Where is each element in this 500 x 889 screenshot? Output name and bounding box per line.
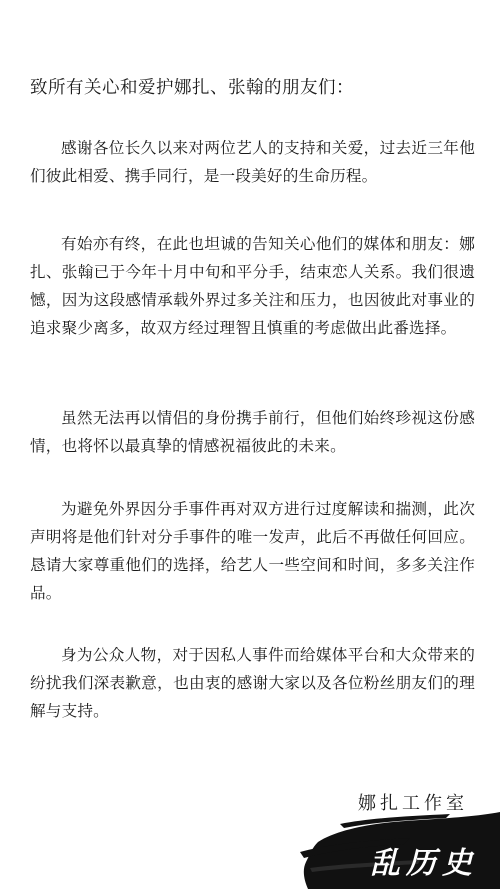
paragraph-5: 身为公众人物，对于因私人事件而给媒体平台和大众带来的纷扰我们深表歉意，也由衷的感谢大家以及各位粉丝朋友们的理解与支持。 bbox=[30, 646, 475, 720]
watermark-text: 乱历史 bbox=[370, 846, 478, 881]
paragraph-3: 虽然无法再以情侣的身份携手前行，但他们始终珍视这份感情，也将怀以最真挚的情感祝福彼此的未来。 bbox=[30, 409, 475, 455]
paragraph-1: 感谢各位长久以来对两位艺人的支持和关爱，过去近三年他们彼此相爱、携手同行，是一段美好的生命历程。 bbox=[30, 139, 475, 185]
signature: 娜扎工作室 bbox=[358, 793, 468, 814]
paragraph-2: 有始亦有终，在此也坦诚的告知关心他们的媒体和朋友：娜扎、张翰已于今年十月中旬和平分手，结束恋人关系。我们很遗憾，因为这段感情承载外界过多关注和压力，也因彼此对事业的追求聚少离多，故双方经过理智且慎重的考虑做出此番选择。 bbox=[30, 235, 475, 337]
paragraph-4: 为避免外界因分手事件再对双方进行过度解读和揣测，此次声明将是他们针对分手事件的唯一发声，此后不再做任何回应。恳请大家尊重他们的选择，给艺人一些空间和时间，多多关注作品。 bbox=[30, 500, 475, 602]
salutation: 致所有关心和爱护娜扎、张翰的朋友们： bbox=[30, 78, 354, 98]
